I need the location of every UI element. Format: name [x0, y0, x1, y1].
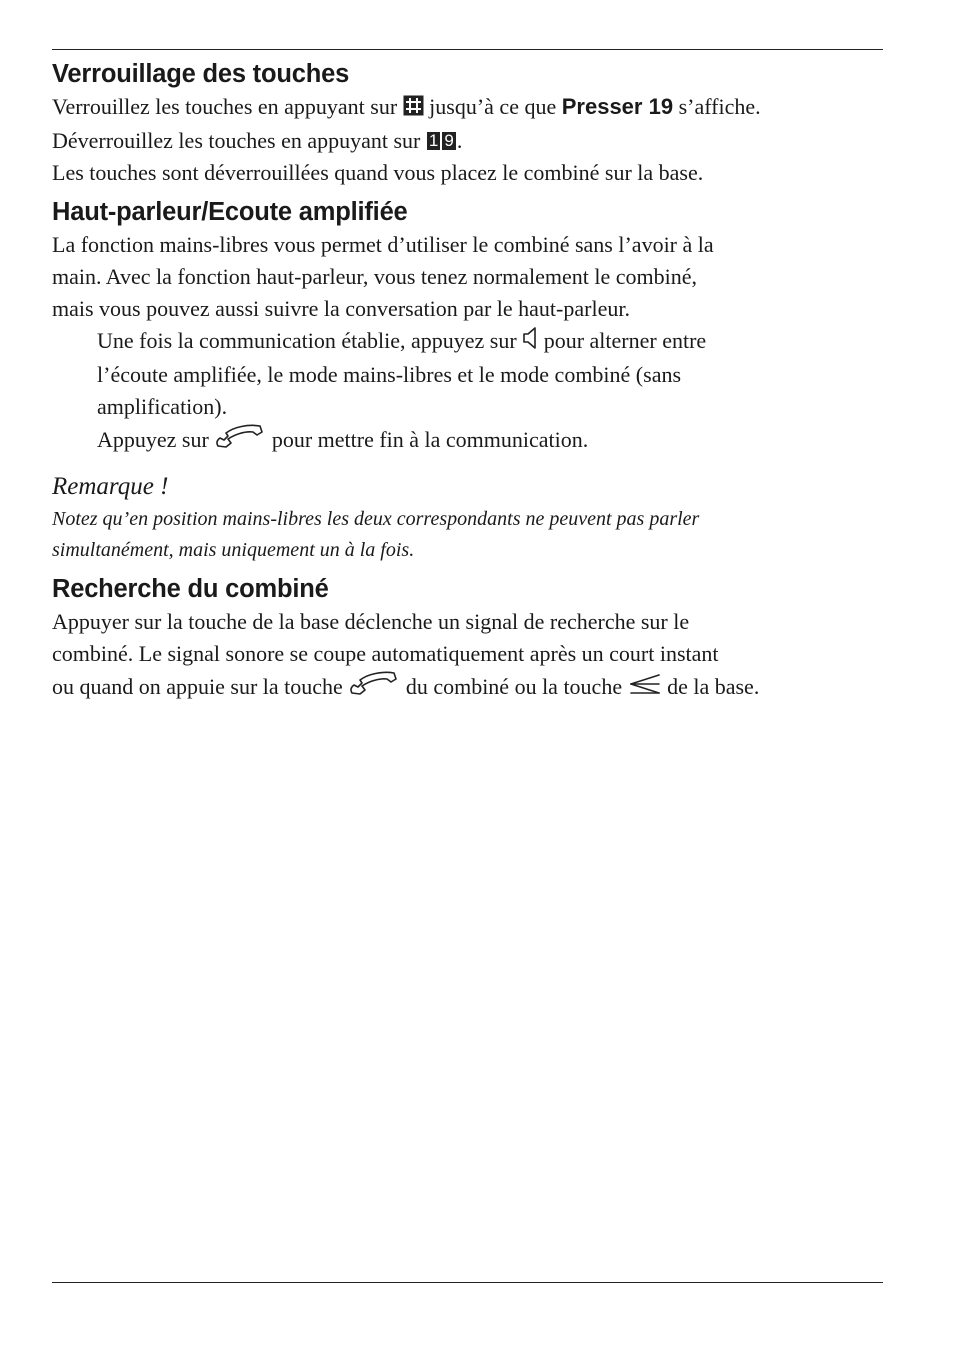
key-1-icon: 1	[428, 131, 439, 150]
speaker-icon	[522, 326, 538, 359]
key-lock-line-1: Verrouillez les touches en appuyant sur jusqu’à ce que Presser 19 s’affiche.	[52, 91, 892, 125]
page-content	[52, 58, 892, 705]
remark-title: Remarque !	[52, 473, 169, 500]
speaker-para-line-2: main. Avec la fonction haut-parleur, vous tenez normalement le combiné,	[52, 264, 698, 289]
key-lock-line-3: Les touches sont déverrouillées quand vous placez le combiné sur la base.	[52, 160, 704, 185]
speaker-step-1-line-2: l’écoute amplifiée, le mode mains-libres et le mode combiné (sans	[97, 362, 682, 387]
paging-icon	[628, 672, 662, 705]
section-title-speaker: Haut-parleur/Ecoute amplifiée	[52, 198, 408, 226]
top-rule	[52, 49, 883, 50]
speaker-step-1-line-3: amplification).	[97, 394, 228, 419]
speaker-step-1-line-1: Une fois la communication établie, appuyez sur pour alterner entre	[52, 325, 892, 359]
hash-key-icon	[403, 93, 424, 125]
paging-line-2: combiné. Le signal sonore se coupe automatiquement après un court instant	[52, 641, 719, 666]
speaker-para-line-3: mais vous pouvez aussi suivre la conversation par le haut-parleur.	[52, 296, 630, 321]
handset-icon	[214, 423, 266, 458]
display-text-presser-19: Presser 19	[561, 94, 674, 119]
speaker-step-2: Appuyez sur pour mettre fin à la communication.	[52, 423, 892, 458]
paging-line-1: Appuyer sur la touche de la base déclenche un signal de recherche sur le	[52, 609, 690, 634]
paging-line-3: ou quand on appuie sur la touche du combiné ou la touche de la base.	[52, 670, 892, 705]
section-title-paging: Recherche du combiné	[52, 575, 329, 603]
remark-line-2: simultanément, mais uniquement un à la fois.	[52, 539, 415, 561]
key-9-icon: 9	[444, 131, 454, 150]
section-title-key-lock: Verrouillage des touches	[52, 60, 350, 88]
remark-line-1: Notez qu’en position mains-libres les deux correspondants ne peuvent pas parler	[52, 508, 700, 530]
handset-icon	[348, 670, 400, 705]
bottom-rule	[52, 1282, 883, 1283]
key-lock-line-2: Déverrouillez les touches en appuyant sur 1 9 .	[52, 128, 463, 153]
speaker-para-line-1: La fonction mains-libres vous permet d’utiliser le combiné sans l’avoir à la	[52, 232, 714, 257]
